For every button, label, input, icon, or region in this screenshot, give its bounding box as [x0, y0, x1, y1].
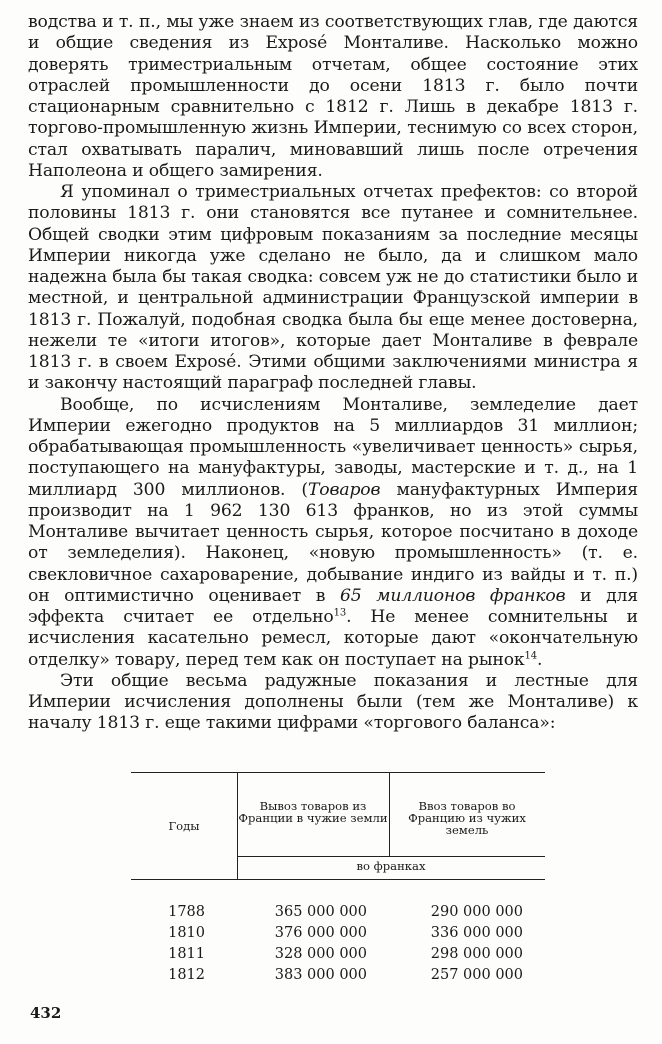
footnote-ref-13[interactable]: 13	[333, 607, 347, 619]
cell-export: 383 000 000	[274, 967, 367, 983]
paragraph-3-italic-1: Товаров	[307, 479, 381, 500]
paragraph-3-part-3: и для эффекта считает ее отдельно	[28, 585, 638, 627]
table-row	[131, 967, 545, 987]
footnote-ref-14[interactable]: 14	[524, 649, 537, 661]
table-header-export: Вывоз товаров из Франции в чужие земли	[238, 799, 388, 825]
table-rule-bottom	[131, 879, 545, 880]
paragraph-2: Я упоминал о триместриальных отчетах префектов: со второй половины 1813 г. они становятся все путанее и сомнительнее. Общей сводки этим цифровым показаниям за последние месяцы Империи никогда уже сделано не было, да и слишком мало надежна была бы такая сводка: совсем уж не до статистики было и местной, и центральной администрации Французской империи в 1813 г. Пожалуй, подобная сводка была бы еще менее достоверна, нежели те «итоги итогов», которые дает Монталиве в феврале 1813 г. в своем Exposé. Этими общими заключениями министра я и закончу настоящий параграф последней главы.	[28, 182, 638, 394]
paragraph-3-part-5: .	[536, 649, 543, 670]
table-row	[131, 904, 545, 924]
cell-year: 1810	[168, 925, 205, 941]
table-row	[131, 925, 545, 945]
cell-import: 290 000 000	[430, 904, 523, 920]
paragraph-1: водства и т. п., мы уже знаем из соответствующих глав, где даются и общие сведения из Exposé Монталиве. Насколько можно доверять триместриальным отчетам, общее состояние этих отраслей промышленности до осени 1813 г. было почти стационарным сравнительно с 1812 г. Лишь в декабре 1813 г. торгово-промышленную жизнь Империи, теснимую со всех сторон, стал охватывать паралич, миновавший лишь после отречения Наполеона и общего замирения.	[28, 12, 638, 181]
cell-year: 1788	[168, 904, 205, 920]
page-number: 432	[30, 1004, 62, 1022]
paragraph-3	[28, 395, 638, 671]
cell-import: 298 000 000	[430, 946, 523, 962]
table-rule-mid	[237, 856, 545, 857]
cell-export: 328 000 000	[274, 946, 367, 962]
cell-year: 1811	[168, 946, 205, 962]
table-row	[131, 946, 545, 966]
page-body	[28, 12, 638, 735]
table-header-unit: во франках	[356, 859, 426, 873]
table-header-import: Ввоз товаров во Францию из чужих земель	[408, 799, 526, 837]
table-header-years: Годы	[168, 819, 200, 833]
paragraph-3-part-4: . Не менее сомнительны и исчисления касательно ремесл, которые дают «окончательную отделку» товару, перед тем как он поступает на рынок	[28, 607, 638, 670]
paragraph-3-italic-2: 65 миллионов франков	[340, 585, 566, 606]
paragraph-3-part-1: Вообще, по исчислениям Монталиве, земледелие дает Империи ежегодно продуктов на 5 миллиардов 31 миллион; обрабатывающая промышленность «увеличивает ценность» сырья, поступающего на мануфактуры, заводы, мастерские и т. д., на 1 миллиард 300 миллионов. (	[28, 394, 638, 500]
table-rule-top	[131, 772, 545, 773]
cell-import: 257 000 000	[430, 967, 523, 983]
cell-import: 336 000 000	[430, 925, 523, 941]
cell-export: 376 000 000	[274, 925, 367, 941]
paragraph-3-part-2: мануфактурных Империя производит на 1 962 130 613 франков, но из этой суммы Монталиве вычитает ценность сырья, которое посчитано в доходе от земледелия). Наконец, «новую промышленность» (т. е. свекловичное сахароварение, добывание индиго из вайды и т. п.) он оптимистично оценивает в	[28, 479, 638, 606]
cell-export: 365 000 000	[274, 904, 367, 920]
paragraph-4: Эти общие весьма радужные показания и лестные для Империи исчисления дополнены были (тем же Монталиве) к началу 1813 г. еще такими цифрами «торгового баланса»:	[28, 670, 638, 734]
cell-year: 1812	[168, 967, 205, 983]
